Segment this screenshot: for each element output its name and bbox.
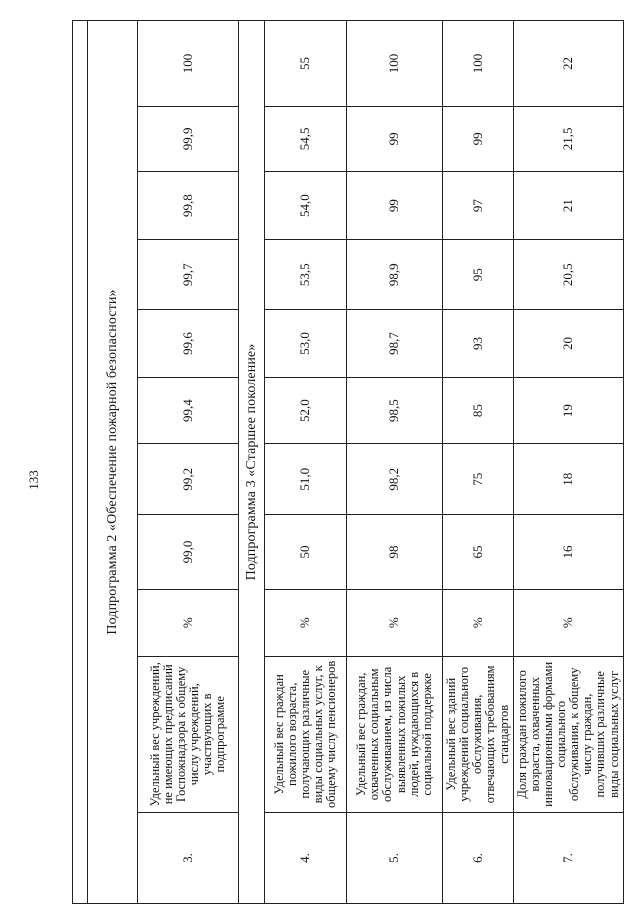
table-frame (72, 20, 621, 904)
value-cell: 55 (265, 21, 347, 107)
top-empty-cell (73, 21, 88, 904)
value-cell: 98,7 (347, 310, 443, 378)
value-cell: 99 (347, 107, 443, 172)
value-cell: 100 (443, 21, 514, 107)
value-cell: 21,5 (513, 107, 623, 172)
unit-cell: % (347, 589, 443, 656)
value-cell: 50 (265, 515, 347, 590)
row-number: 4. (265, 813, 347, 904)
section-title-subprogram-2: Подпрограмма 2 «Обеспечение пожарной безопасности» (88, 21, 138, 904)
value-cell: 53,5 (265, 240, 347, 310)
value-cell: 100 (347, 21, 443, 107)
value-cell: 20,5 (513, 240, 623, 310)
value-cell: 52,0 (265, 377, 347, 444)
table-row (513, 21, 623, 904)
value-cell: 99 (347, 171, 443, 240)
value-cell: 53,0 (265, 310, 347, 378)
row-number: 3. (138, 813, 239, 904)
value-cell: 75 (443, 444, 514, 515)
value-cell: 93 (443, 310, 514, 378)
value-cell: 99 (443, 107, 514, 172)
indicator-name: Удельный вес граждан, охваченных социальным обслуживанием, из числа выявленных пожилых людей, нуждающихся в социальной поддержке (347, 656, 443, 813)
unit-cell: % (513, 589, 623, 656)
page-number: 133 (26, 470, 41, 490)
unit-cell: % (138, 589, 239, 656)
table-top-row (73, 21, 88, 904)
section-row-subprogram-2 (88, 21, 138, 904)
section-title-subprogram-3: Подпрограмма 3 «Старшее поколение» (239, 21, 265, 904)
indicators-table (72, 20, 624, 904)
rotated-table-container (72, 20, 621, 904)
table-row (138, 21, 239, 904)
section-row-subprogram-3 (239, 21, 265, 904)
value-cell: 18 (513, 444, 623, 515)
value-cell: 85 (443, 377, 514, 444)
value-cell: 99,6 (138, 310, 239, 378)
value-cell: 95 (443, 240, 514, 310)
value-cell: 99,9 (138, 107, 239, 172)
table-row (265, 21, 347, 904)
value-cell: 65 (443, 515, 514, 590)
unit-cell: % (265, 589, 347, 656)
indicator-name: Удельный вес зданий учреждений социального обслуживания, отвечающих требованиям стандартов (443, 656, 514, 813)
value-cell: 97 (443, 171, 514, 240)
value-cell: 99,2 (138, 444, 239, 515)
value-cell: 16 (513, 515, 623, 590)
value-cell: 98,2 (347, 444, 443, 515)
value-cell: 99,8 (138, 171, 239, 240)
value-cell: 98,5 (347, 377, 443, 444)
value-cell: 100 (138, 21, 239, 107)
row-number: 7. (513, 813, 623, 904)
value-cell: 20 (513, 310, 623, 378)
value-cell: 99,7 (138, 240, 239, 310)
value-cell: 98,9 (347, 240, 443, 310)
value-cell: 99,0 (138, 515, 239, 590)
table-row (347, 21, 443, 904)
indicator-name: Удельный вес учреждений, не имеющих предписаний Госпожнадзора к общему числу учреждений, участвующих в подпрограмме (138, 656, 239, 813)
value-cell: 51,0 (265, 444, 347, 515)
value-cell: 54,5 (265, 107, 347, 172)
value-cell: 54,0 (265, 171, 347, 240)
indicator-name: Доля граждан пожилого возраста, охваченных инновационными формами социального обслуживания, к общему числу граждан, получивших различные виды социальных услуг (513, 656, 623, 813)
unit-cell: % (443, 589, 514, 656)
indicator-name: Удельный вес граждан пожилого возраста, получающих различные виды социальных услуг, к общему числу пенсионеров (265, 656, 347, 813)
value-cell: 98 (347, 515, 443, 590)
value-cell: 22 (513, 21, 623, 107)
value-cell: 21 (513, 171, 623, 240)
value-cell: 19 (513, 377, 623, 444)
row-number: 6. (443, 813, 514, 904)
value-cell: 99,4 (138, 377, 239, 444)
table-row (443, 21, 514, 904)
row-number: 5. (347, 813, 443, 904)
